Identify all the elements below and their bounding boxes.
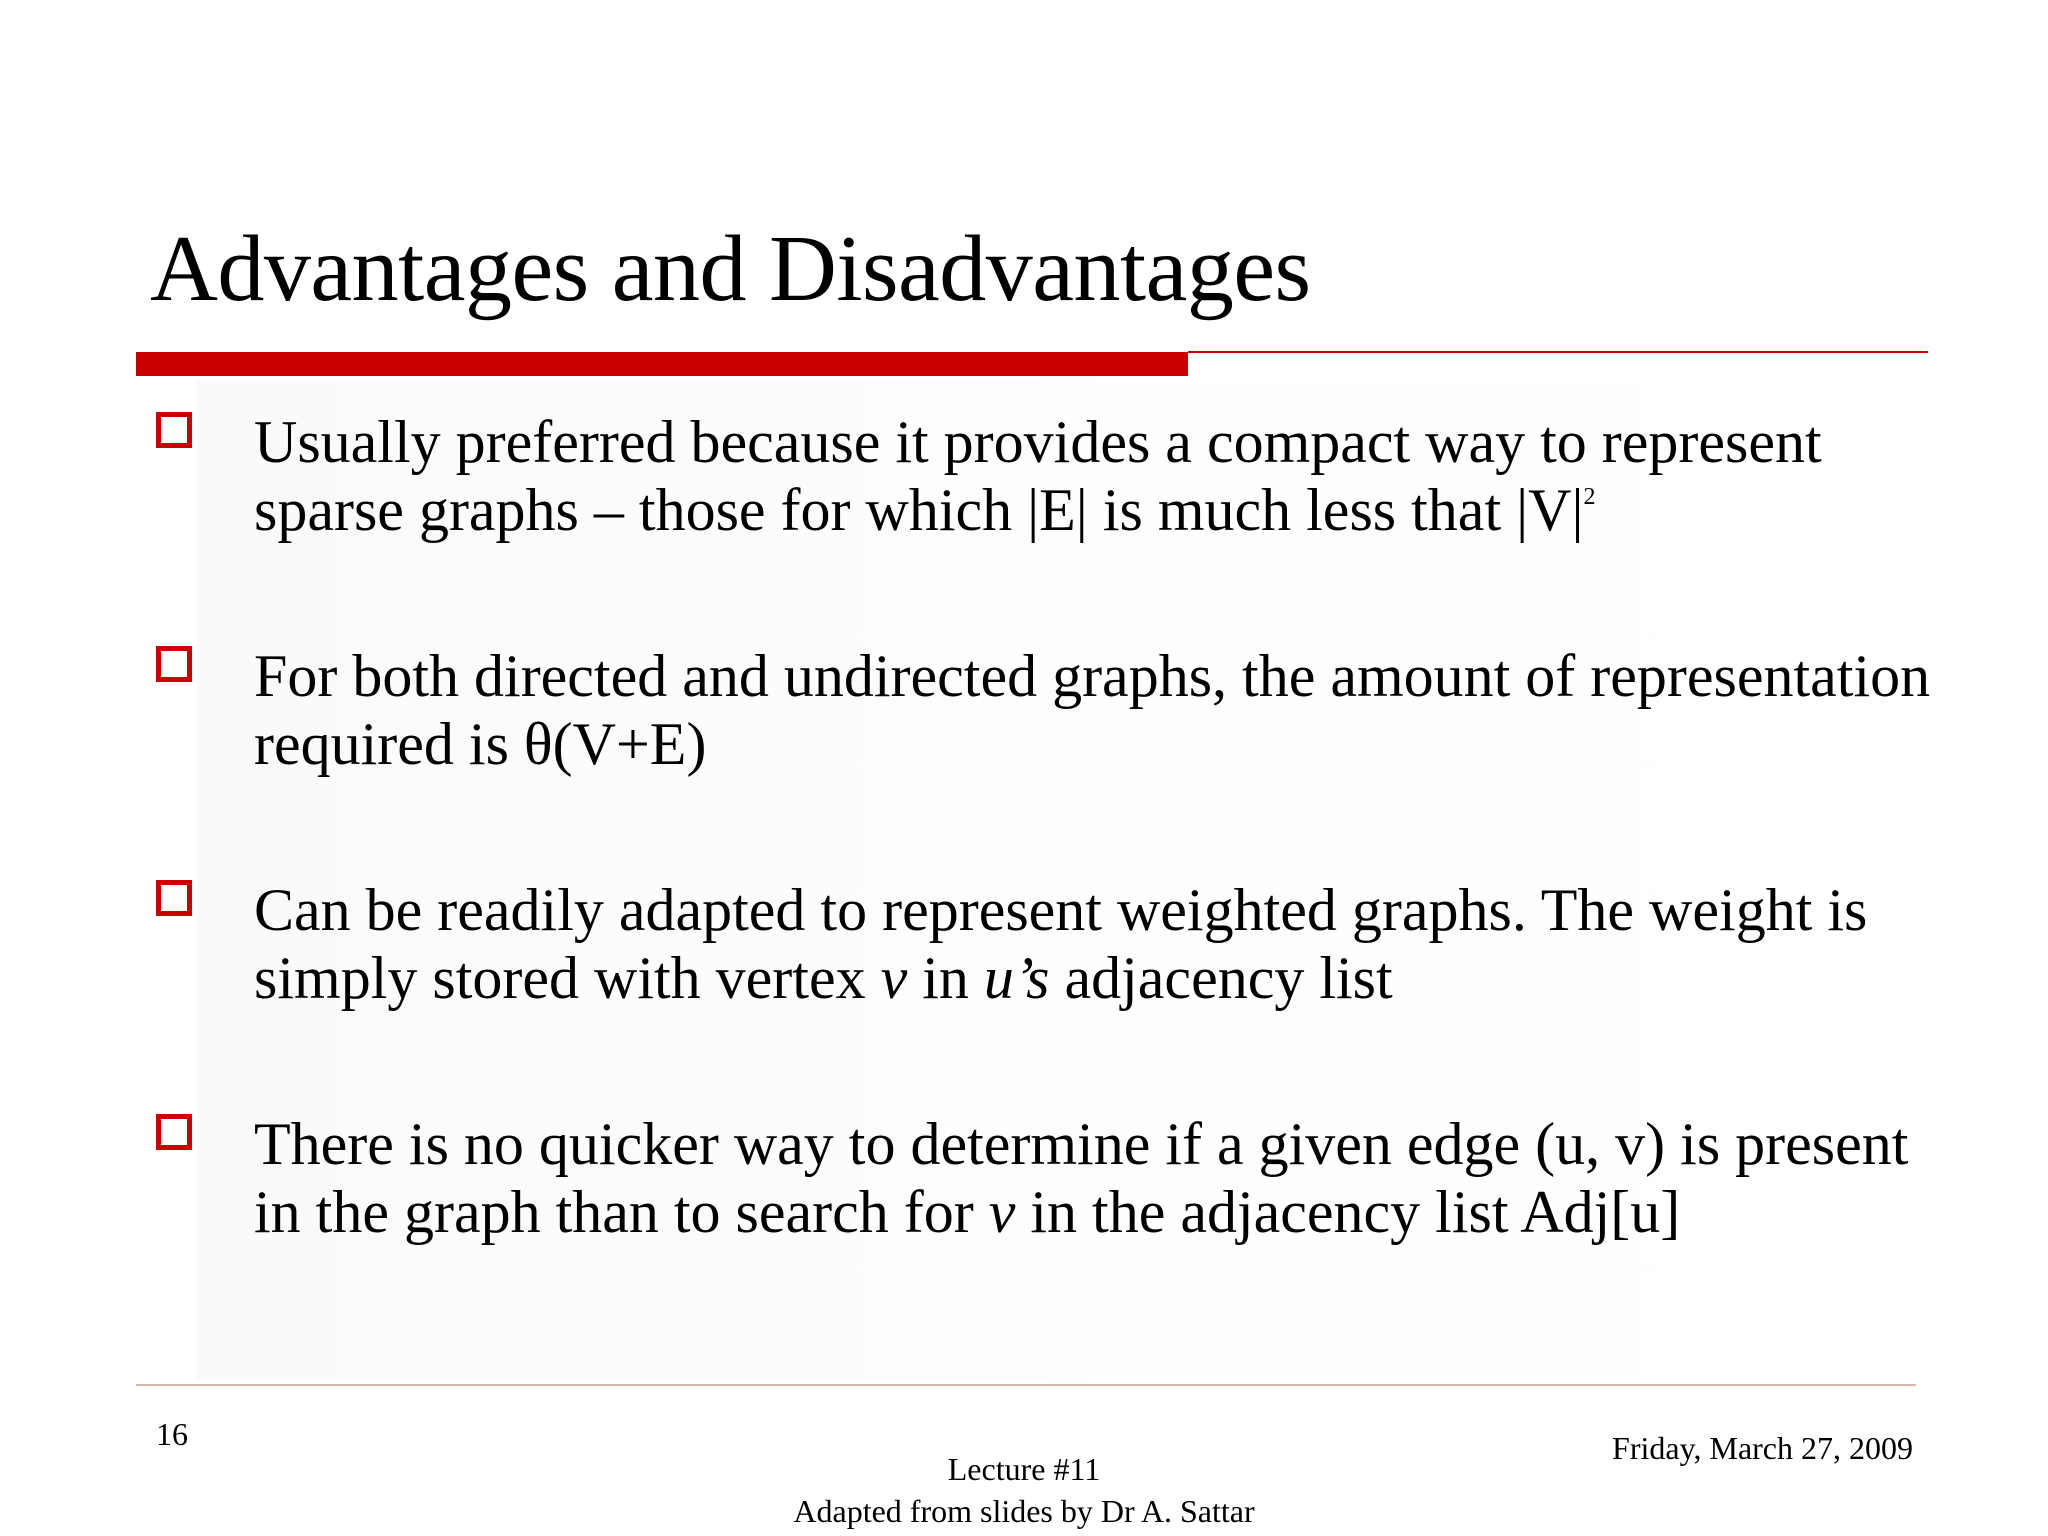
hollow-square-bullet-icon bbox=[156, 646, 192, 682]
bullet-text bbox=[254, 642, 1934, 778]
footer-date: Friday, March 27, 2009 bbox=[1612, 1430, 1913, 1466]
hollow-square-bullet-icon bbox=[156, 1114, 192, 1150]
italic-variable-v: v bbox=[880, 945, 908, 1011]
bullet-text bbox=[254, 1110, 1934, 1246]
hollow-square-bullet-icon bbox=[156, 412, 192, 448]
footer-divider bbox=[136, 1384, 1916, 1386]
bullet-text-segment: There is no quicker way to determine if a given edge (u, v) is present in the graph than to search for bbox=[254, 1111, 1909, 1245]
bullet-text-segment: in bbox=[907, 945, 984, 1011]
lecture-label: Lecture #11 bbox=[947, 1451, 1101, 1487]
page-number: 16 bbox=[156, 1416, 188, 1452]
bullet-text-segment: For both directed and undirected graphs, the amount of representation required is θ(V+E) bbox=[254, 643, 1931, 777]
credit-label: Adapted from slides by Dr A. Sattar bbox=[793, 1493, 1255, 1529]
italic-variable-us: u’s bbox=[983, 945, 1050, 1011]
slide-title: Advantages and Disadvantages bbox=[150, 217, 1311, 321]
bullet-text bbox=[254, 408, 1934, 544]
italic-variable-v: v bbox=[988, 1179, 1016, 1245]
footer-center bbox=[524, 1448, 1524, 1532]
bullet-text-segment: Usually preferred because it provides a compact way to represent sparse graphs – those for which |E| is much less that |V| bbox=[254, 409, 1822, 543]
superscript-two: 2 bbox=[1583, 484, 1596, 510]
bullet-text-segment: in the adjacency list Adj[u] bbox=[1015, 1179, 1681, 1245]
bullet-text-segment: adjacency list bbox=[1049, 945, 1393, 1011]
bullet-text bbox=[254, 876, 1934, 1012]
bullet-text-segment: Can be readily adapted to represent weighted graphs. The weight is simply stored with vertex bbox=[254, 877, 1868, 1011]
hollow-square-bullet-icon bbox=[156, 880, 192, 916]
